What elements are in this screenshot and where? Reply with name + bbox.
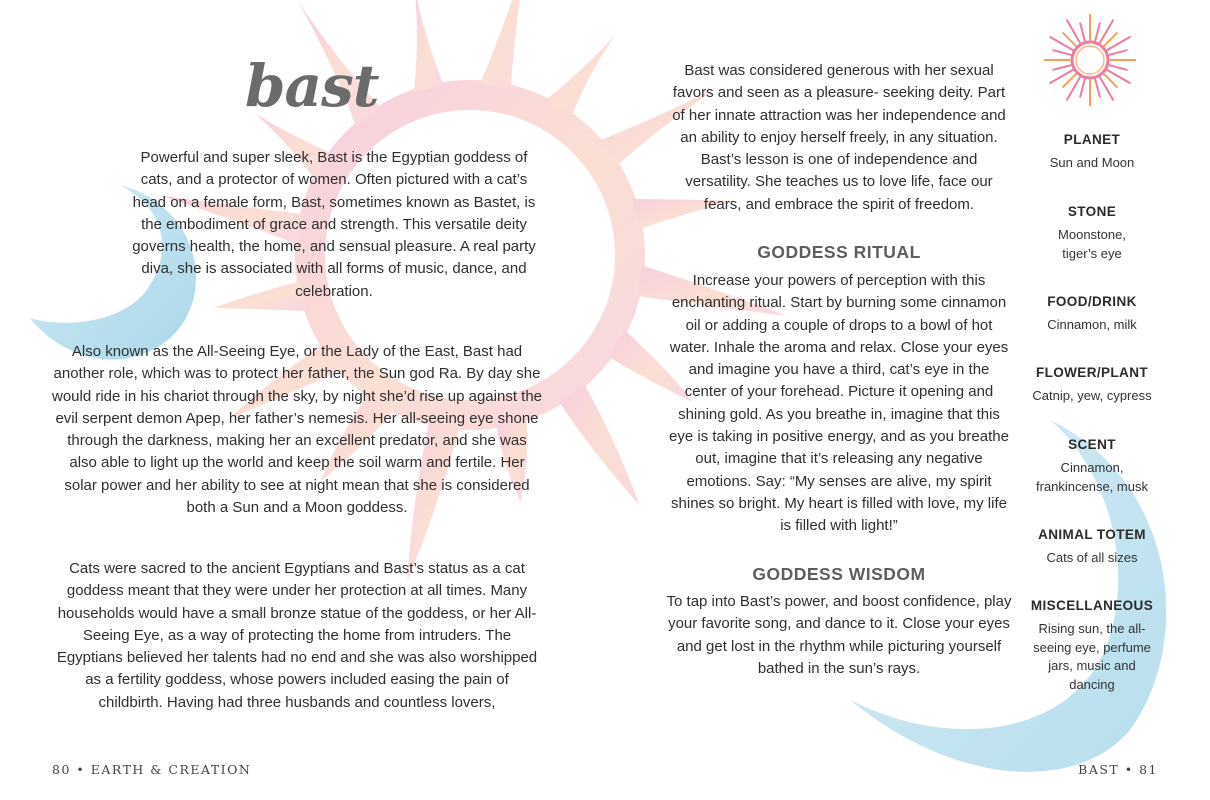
sun-icon-ray	[1063, 74, 1076, 87]
left-page-footer: 80 • EARTH & CREATION	[52, 762, 252, 777]
attribute-label-stone: STONE	[1067, 204, 1117, 219]
right-paragraph-1: Bast was considered generous with her sexual favors and seen as a pleasure- seeking deity. Part of her innate attraction was her independence and an ability to enjoy herself freely, in any situation. Bast’s lesson is one of independence and versatility. She teaches us to love life, face our fears, and embrace the spirit of freedom.	[672, 62, 1006, 213]
sun-ray	[559, 384, 639, 505]
attribute-label-flower-plant: FLOWER/PLANT	[1035, 365, 1149, 380]
sun-icon-ray	[1104, 33, 1117, 46]
sun-icon-ray	[1053, 65, 1070, 70]
sun-icon	[1044, 14, 1136, 106]
left-paragraph-3: Cats were sacred to the ancient Egyptians and Bast’s status as a cat goddess meant that they were under her protection at all times. Many households would have a small bronze statue of the goddess, or her All-Seeing Eye, as a way of protecting the home from intruders. The Egyptians believed her talents had no end and she was also worshipped as a fertility goddess, whose powers included easing the pain of childbirth. Having had three husbands and countless lovers,	[56, 560, 538, 711]
sun-icon-ray	[1109, 65, 1126, 70]
sun-icon-ray	[1095, 79, 1100, 96]
ritual-text: Increase your powers of perception with this enchanting ritual. Start by burning some cinnamon oil or adding a couple of drops to a bowl of hot water. Inhale the aroma and relax. Close your eyes and imagine you have a third, cat’s eye in the center of your forehead. Picture it opening and shining gold. As you breathe in, imagine that this eye is taking in positive energy, and as you breathe out, imagine that it’s releasing any negative emotions. Say: “My senses are alive, my spirit shines so bright. My heart is filled with love, my life is filled with light!”	[669, 272, 1009, 535]
attribute-value-miscellaneous: Rising sun, the all-seeing eye, perfume jars, music and dancing	[1033, 621, 1151, 693]
left-paragraph-1: Powerful and super sleek, Bast is the Egyptian goddess of cats, and a protector of women. Often pictured with a cat’s head on a female form, Bast, sometimes known as Bastet, is the embodiment of grace and strength. This versatile deity governs health, the home, and sensual pleasure. A real party diva, she is associated with all forms of music, dance, and celebration.	[132, 149, 536, 300]
right-page-footer: BAST • 81	[1078, 762, 1158, 777]
sun-icon-ray	[1080, 23, 1085, 40]
sun-ray	[545, 35, 615, 117]
attribute-label-food-drink: FOOD/DRINK	[1047, 294, 1137, 309]
ritual-heading: GODDESS RITUAL	[757, 242, 921, 262]
sun-icon-ray	[1109, 50, 1126, 55]
sun-icon-ray	[1080, 79, 1085, 96]
wisdom-text: To tap into Bast’s power, and boost confidence, play your favorite song, and dance to it. Close your eyes and get lost in the rhythm while picturing yourself bathed in the sun’s rays.	[666, 593, 1012, 677]
sun-ray	[480, 0, 532, 88]
wisdom-heading: GODDESS WISDOM	[752, 564, 926, 584]
sun-ray	[414, 0, 444, 92]
attribute-label-planet: PLANET	[1063, 132, 1121, 147]
sun-icon-ray	[1053, 50, 1070, 55]
attribute-label-scent: SCENT	[1068, 437, 1116, 452]
sun-icon-ray	[1095, 23, 1100, 40]
attribute-value-food-drink: Cinnamon, milk	[1047, 317, 1137, 332]
attribute-label-miscellaneous: MISCELLANEOUS	[1030, 598, 1154, 613]
page-title: bast	[245, 52, 379, 120]
attribute-value-planet: Sun and Moon	[1049, 155, 1135, 170]
attribute-value-animal-totem: Cats of all sizes	[1046, 550, 1138, 565]
attribute-value-stone: Moonstone, tiger’s eye	[1058, 227, 1126, 261]
attribute-value-flower-plant: Catnip, yew, cypress	[1032, 388, 1152, 403]
sun-icon-ray	[1104, 74, 1117, 87]
sun-icon-ray	[1063, 33, 1076, 46]
attribute-value-scent: Cinnamon, frankincense, musk	[1036, 460, 1148, 494]
attribute-label-animal-totem: ANIMAL TOTEM	[1038, 527, 1146, 542]
left-paragraph-2: Also known as the All-Seeing Eye, or the Lady of the East, Bast had another role, which was to protect her father, the Sun god Ra. By day she would ride in his chariot through the sky, by night she’d rise up against the evil serpent demon Apep, her father’s nemesis. Her all-seeing eye shone through the darkness, making her an excellent predator, and she was also able to light up the world and keep the soil warm and fertile. Her solar power and her ability to see at night mean that she is considered both a Sun and a Moon goddess.	[52, 343, 543, 517]
